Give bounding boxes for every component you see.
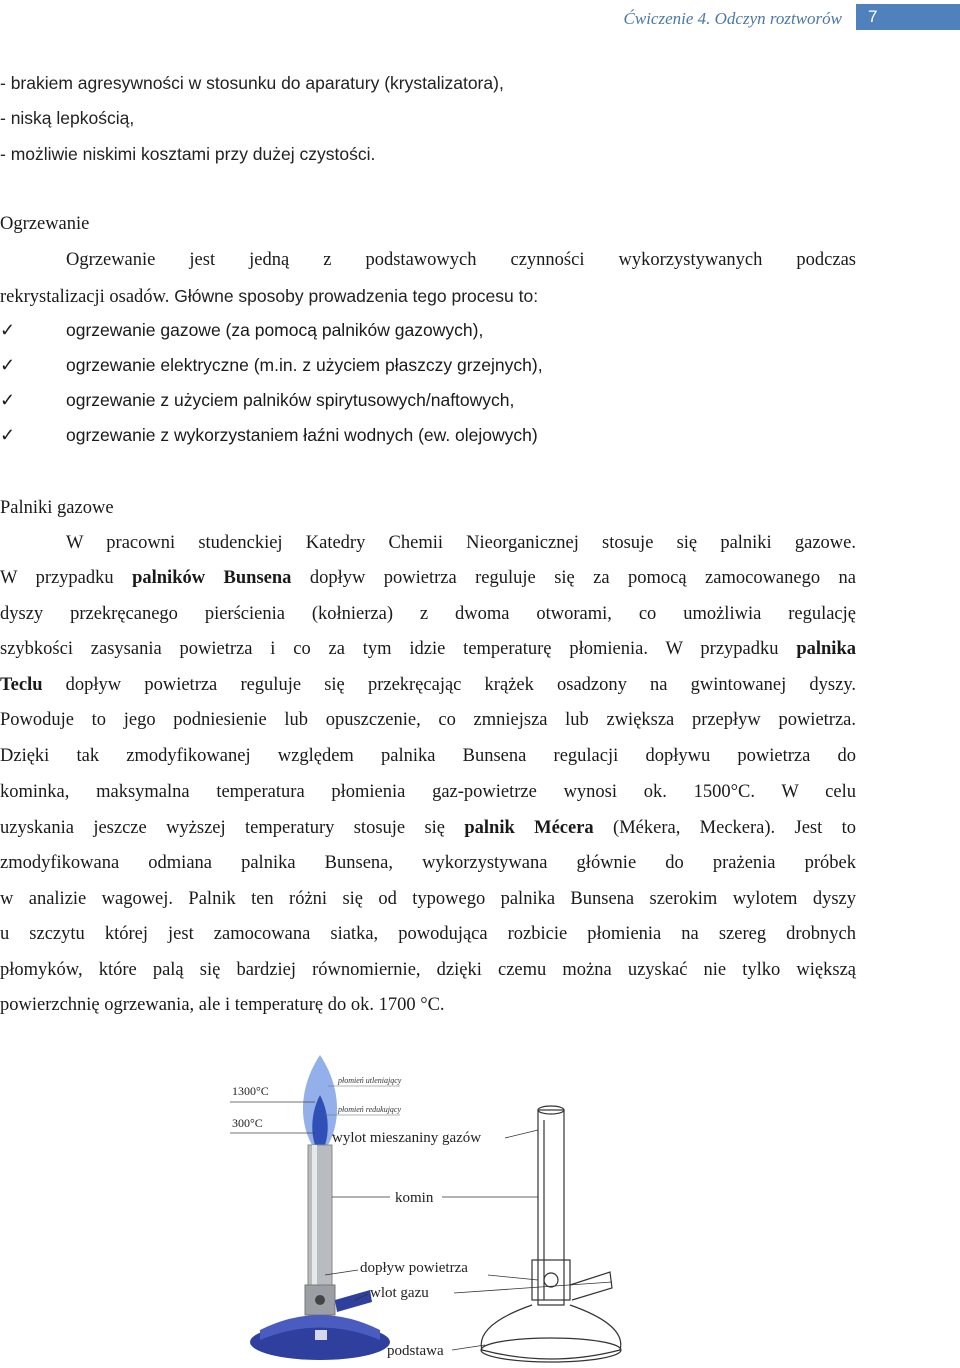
flame-label-reducing: płomień redukujący [338, 1105, 402, 1114]
paragraph-line [0, 566, 856, 590]
paragraph-line [0, 816, 856, 840]
paragraph-line [0, 887, 856, 911]
method-list-item [0, 390, 700, 416]
text-span: (Mékera, Meckera). Jest to [593, 818, 856, 838]
method-list-item [0, 425, 700, 451]
label-base: podstawa [387, 1343, 444, 1359]
leader-line [454, 1282, 612, 1293]
text-span: Główne sposoby prowadzenia tego procesu to: [169, 286, 539, 306]
section-heading-burners: Palniki gazowe [0, 498, 114, 518]
burner-drawing [481, 1106, 621, 1362]
checkmark-icon: ✓ [0, 390, 16, 410]
paragraph-line: kominka, maksymalna temperatura płomienia gaz-powietrze wynosi ok. 1500°C. W celu [0, 782, 856, 802]
paragraph-line: W pracowni studenckiej Katedry Chemii Nieorganicznej stosuje się palniki gazowe. [66, 533, 856, 553]
paragraph-line: zmodyfikowana odmiana palnika Bunsena, wykorzystywana głównie do prażenia próbek [0, 853, 856, 873]
temp-label-high: 1300°C [232, 1084, 269, 1098]
text-span: W przypadku [647, 639, 797, 659]
method-label: ogrzewanie elektryczne (m.in. z użyciem płaszczy grzejnych), [66, 355, 543, 375]
label-gas-inlet: wlot gazu [370, 1285, 429, 1301]
intro-list-item: - niską lepkością, [0, 108, 135, 128]
flame-label-oxidizing: płomień utleniający [338, 1076, 402, 1085]
paragraph-line: u szczytu której jest zamocowana siatka, powodująca rozbicie płomienia na szereg drobnych [0, 924, 856, 944]
method-label: ogrzewanie z wykorzystaniem łaźni wodnych (ew. olejowych) [66, 425, 538, 445]
tube-highlight [312, 1145, 317, 1285]
paragraph-line [0, 284, 538, 309]
term-teclu-burner: Teclu [0, 675, 43, 695]
page-number-badge: 7 [856, 4, 960, 30]
burner-photo [230, 1055, 402, 1360]
text-span: szybkości zasysania powietrza i co za tym idzie temperaturę płomienia. [0, 639, 648, 659]
text-span: dopływ powietrza reguluje się za pomocą zamocowanego na [291, 568, 856, 588]
paragraph-line [0, 673, 856, 697]
gas-inlet [335, 1290, 372, 1312]
text-span: Palnik ten różni się od typowego palnika Bunsena szerokim wylotem dyszy [173, 889, 856, 909]
checkmark-icon: ✓ [0, 355, 16, 375]
text-span: w analizie wagowej. [0, 889, 174, 909]
paragraph-line: Ogrzewanie jest jedną z podstawowych czynności wykorzystywanych podczas [66, 250, 856, 270]
method-list-item [0, 355, 700, 381]
section-heading-heating: Ogrzewanie [0, 214, 90, 234]
drawing-gas-inlet [570, 1272, 612, 1300]
chapter-title: Ćwiczenie 4. Odczyn roztworów [623, 9, 842, 28]
label-chimney: komin [395, 1190, 434, 1206]
paragraph-line: płomyków, które palą się bardziej równomiernie, dzięki czemu można uzyskać nie tylko większą [0, 960, 856, 980]
intro-list-item: - możliwie niskimi kosztami przy dużej czystości. [0, 144, 376, 164]
drawing-air-hole [544, 1273, 558, 1287]
paragraph-line: Powoduje to jego podniesienie lub opuszczenie, co zmniejsza lub zwiększa przepływ powietrza. [0, 710, 856, 730]
label-air-inlet: dopływ powietrza [360, 1260, 468, 1276]
paragraph-line: Dzięki tak zmodyfikowanej względem palnika Bunsena regulacji dopływu powietrza do [0, 746, 856, 766]
leader-line [488, 1275, 538, 1280]
text-span: W przypadku [0, 568, 133, 588]
label-gas-outlet: wylot mieszaniny gazów [332, 1130, 482, 1146]
base-label [315, 1330, 327, 1340]
drawing-tube [538, 1110, 564, 1305]
temp-label-low: 300°C [232, 1116, 263, 1130]
page-header [0, 4, 960, 32]
checkmark-icon: ✓ [0, 320, 16, 340]
term-bunsen-burner: palników Bunsena [132, 568, 292, 588]
burner-tube [308, 1145, 332, 1285]
leader-line [505, 1130, 538, 1138]
term-teclu-burner: palnika [796, 639, 856, 659]
text-span: rekrystalizacji osadów. [0, 287, 170, 307]
paragraph-line: powierzchnię ogrzewania, ale i temperaturę do ok. 1700 °C. [0, 995, 445, 1015]
paragraph-line [0, 637, 856, 661]
text-span: uzyskania jeszcze wyższej temperatury stosuje się [0, 818, 465, 838]
term-meker-burner: palnik Mécera [464, 818, 594, 838]
bunsen-burner-figure [220, 1050, 860, 1368]
method-label: ogrzewanie z użyciem palników spirytusowych/naftowych, [66, 390, 515, 410]
method-label: ogrzewanie gazowe (za pomocą palników gazowych), [66, 320, 484, 340]
leader-line [452, 1345, 485, 1350]
drawing-base [481, 1305, 621, 1359]
paragraph-line: dyszy przekręcanego pierścienia (kołnierza) z dwoma otworami, co umożliwia regulację [0, 604, 856, 624]
method-list-item [0, 320, 700, 346]
air-hole [315, 1295, 325, 1305]
intro-list-item: - brakiem agresywności w stosunku do aparatury (krystalizatora), [0, 73, 504, 93]
text-span: dopływ powietrza reguluje się przekręcając krążek osadzony na gwintowanej dyszy. [42, 675, 856, 695]
checkmark-icon: ✓ [0, 425, 16, 445]
